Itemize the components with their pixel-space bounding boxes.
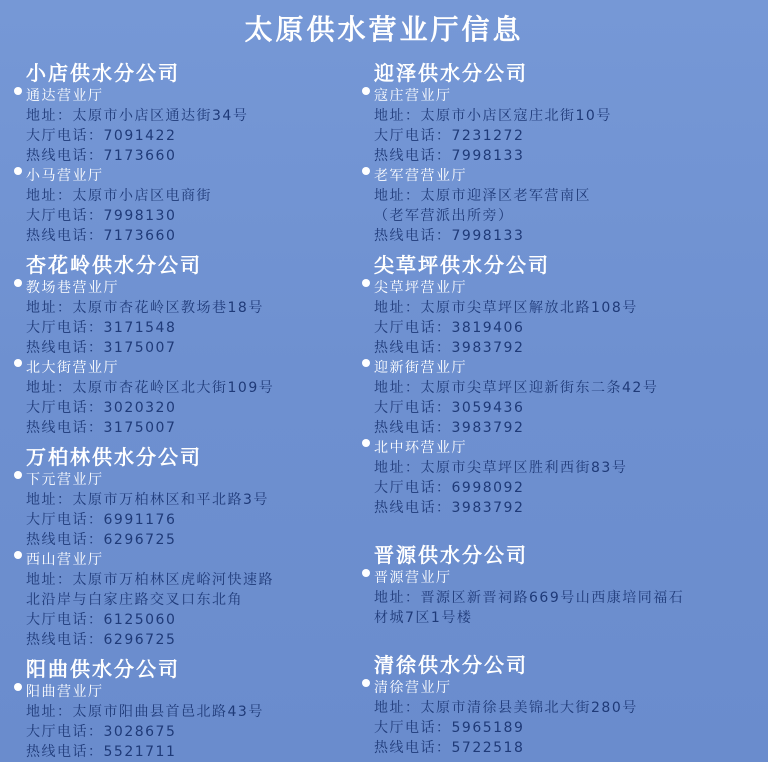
hall-address-cont: 材城7区1号楼: [374, 610, 473, 626]
bullet-dot-icon: [362, 439, 370, 447]
hall-phone: 大厅电话：5965189: [374, 720, 525, 736]
hall-phone: 大厅电话：6991176: [26, 512, 177, 528]
hall-address: 地址：太原市阳曲县首邑北路43号: [26, 704, 264, 720]
hall-address: 地址：太原市杏花岭区北大街109号: [26, 380, 275, 396]
company-title: 清徐供水分公司: [374, 653, 528, 677]
hall-address: 地址：太原市尖草坪区迎新街东二条42号: [374, 380, 659, 396]
hall-phone: 大厅电话：7091422: [26, 128, 177, 144]
bullet-dot-icon: [14, 551, 22, 559]
company-title: 尖草坪供水分公司: [374, 253, 550, 277]
hall-phone: 大厅电话：6998092: [374, 480, 525, 496]
hall-name: 西山营业厅: [12, 550, 357, 570]
hall-name: 北中环营业厅: [360, 438, 760, 458]
bullet-dot-icon: [14, 279, 22, 287]
bullet-dot-icon: [362, 679, 370, 687]
hall-address-cont: （老军营派出所旁）: [374, 208, 514, 224]
hall-address: 地址：太原市小店区电商街: [26, 188, 212, 204]
hall-address: 地址：太原市万柏林区虎峪河快速路: [26, 572, 274, 588]
hall-name: 北大街营业厅: [12, 358, 357, 378]
hall-hotline: 热线电话：5521711: [26, 744, 177, 760]
hall-hotline: 热线电话：7998133: [374, 148, 525, 164]
bullet-dot-icon: [14, 167, 22, 175]
hall-name: 老军营营业厅: [360, 166, 760, 186]
company-title: 阳曲供水分公司: [26, 657, 180, 681]
hall-phone: 大厅电话：3028675: [26, 724, 177, 740]
hall-hotline: 热线电话：3983792: [374, 340, 525, 356]
page-title: 太原供水营业厅信息: [244, 13, 524, 46]
hall-address: 地址：太原市迎泽区老军营南区: [374, 188, 591, 204]
hall-hotline: 热线电话：7998133: [374, 228, 525, 244]
hall-hotline: 热线电话：3983792: [374, 500, 525, 516]
hall-name: 晋源营业厅: [360, 568, 760, 588]
hall-name: 清徐营业厅: [360, 678, 760, 698]
bullet-dot-icon: [14, 471, 22, 479]
hall-name: 尖草坪营业厅: [360, 278, 760, 298]
hall-hotline: 热线电话：3983792: [374, 420, 525, 436]
right-column: [360, 60, 760, 758]
hall-phone: 大厅电话：3171548: [26, 320, 177, 336]
hall-hotline: 热线电话：7173660: [26, 148, 177, 164]
bullet-dot-icon: [14, 359, 22, 367]
hall-name: 下元营业厅: [12, 470, 357, 490]
hall-name: 教场巷营业厅: [12, 278, 357, 298]
company-title: 万柏林供水分公司: [26, 445, 202, 469]
hall-hotline: 热线电话：6296725: [26, 632, 177, 648]
bullet-dot-icon: [362, 569, 370, 577]
hall-address: 地址：太原市清徐县美锦北大街280号: [374, 700, 638, 716]
bullet-dot-icon: [362, 359, 370, 367]
hall-hotline: 热线电话：3175007: [26, 340, 177, 356]
bullet-dot-icon: [14, 87, 22, 95]
bullet-dot-icon: [362, 87, 370, 95]
bullet-dot-icon: [362, 167, 370, 175]
hall-address: 地址：太原市小店区通达街34号: [26, 108, 249, 124]
hall-address: 地址：太原市尖草坪区胜利西街83号: [374, 460, 628, 476]
hall-hotline: 热线电话：3175007: [26, 420, 177, 436]
company-title: 迎泽供水分公司: [374, 61, 528, 85]
hall-address: 地址：太原市杏花岭区教场巷18号: [26, 300, 264, 316]
hall-phone: 大厅电话：3020320: [26, 400, 177, 416]
hall-name: 阳曲营业厅: [12, 682, 357, 702]
hall-hotline: 热线电话：6296725: [26, 532, 177, 548]
hall-name: 通达营业厅: [12, 86, 357, 106]
left-column: [12, 60, 357, 762]
hall-name: 迎新街营业厅: [360, 358, 760, 378]
hall-phone: 大厅电话：7231272: [374, 128, 525, 144]
hall-address-cont: 北沿岸与白家庄路交叉口东北角: [26, 592, 243, 608]
bullet-dot-icon: [362, 279, 370, 287]
hall-hotline: 热线电话：7173660: [26, 228, 177, 244]
company-title: 小店供水分公司: [26, 61, 180, 85]
hall-hotline: 热线电话：5722518: [374, 740, 525, 756]
hall-address: 地址：太原市小店区寇庄北街10号: [374, 108, 612, 124]
hall-phone: 大厅电话：3059436: [374, 400, 525, 416]
bullet-dot-icon: [14, 683, 22, 691]
hall-name: 寇庄营业厅: [360, 86, 760, 106]
hall-phone: 大厅电话：3819406: [374, 320, 525, 336]
hall-phone: 大厅电话：7998130: [26, 208, 177, 224]
hall-address: 地址：太原市尖草坪区解放北路108号: [374, 300, 638, 316]
hall-phone: 大厅电话：6125060: [26, 612, 177, 628]
hall-address: 地址：晋源区新晋祠路669号山西康培同福石: [374, 590, 685, 606]
hall-address: 地址：太原市万柏林区和平北路3号: [26, 492, 269, 508]
hall-name: 小马营业厅: [12, 166, 357, 186]
company-title: 晋源供水分公司: [374, 543, 528, 567]
company-title: 杏花岭供水分公司: [26, 253, 202, 277]
